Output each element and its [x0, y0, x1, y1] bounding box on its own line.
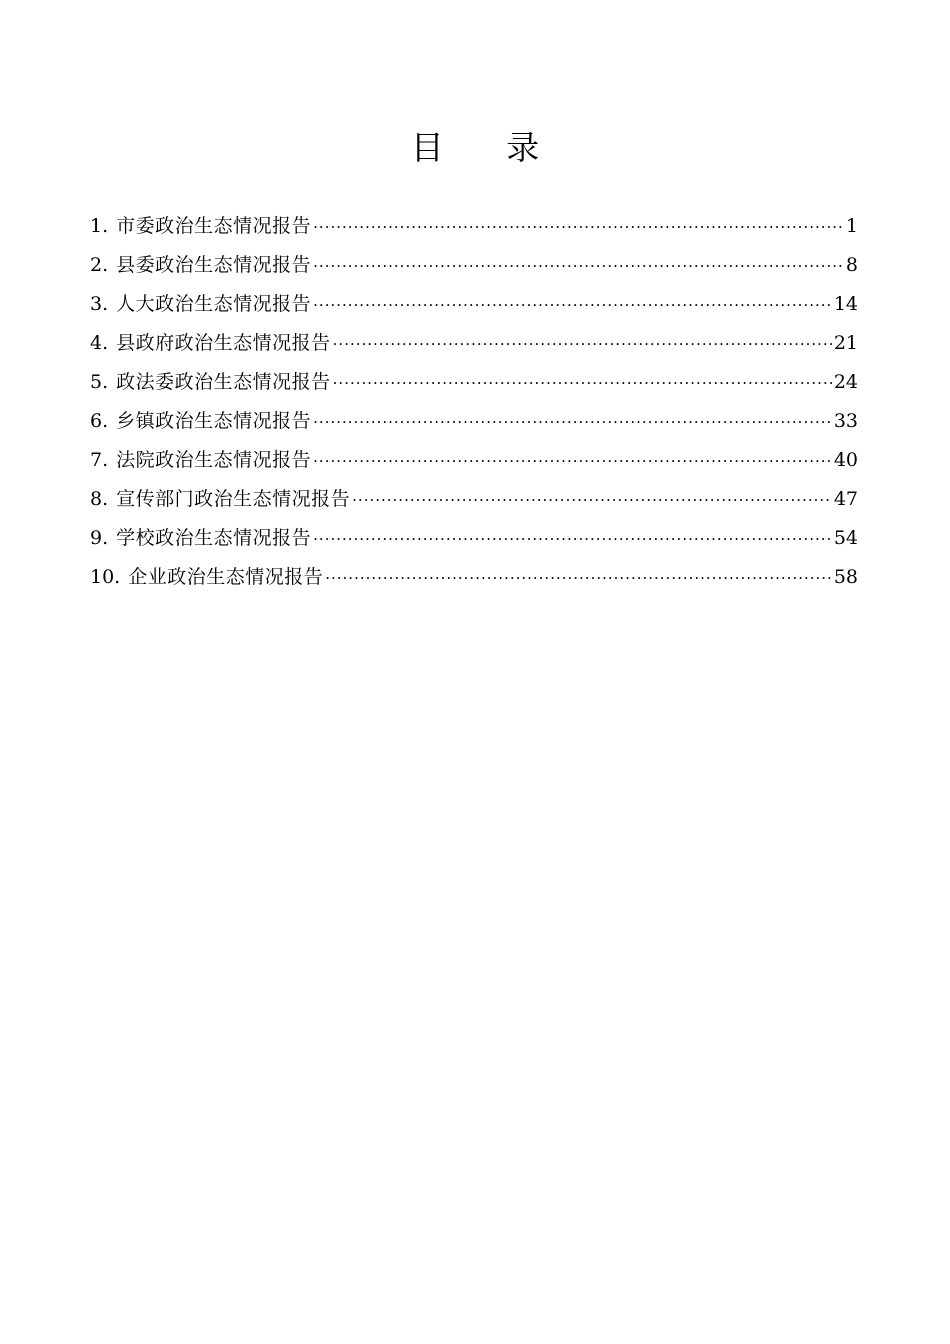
toc-entry-page: 14: [833, 293, 858, 315]
toc-entry-title: 人大政治生态情况报告: [116, 293, 312, 315]
toc-entry-title: 学校政治生态情况报告: [116, 527, 312, 549]
toc-entry-page: 33: [833, 410, 858, 432]
toc-entry-title: 法院政治生态情况报告: [116, 449, 312, 471]
toc-entry-number: 4.: [90, 332, 109, 354]
toc-entry-5[interactable]: [90, 363, 858, 402]
toc-entry-number: 7.: [90, 449, 109, 471]
dot-leader: [313, 442, 832, 481]
toc-entry-page: 58: [833, 566, 858, 588]
dot-leader: [313, 520, 832, 559]
toc-entry-7[interactable]: [90, 441, 858, 480]
toc-entry-number: 1.: [90, 215, 109, 237]
toc-entry-page: 8: [845, 254, 858, 276]
toc-entry-number: 9.: [90, 527, 109, 549]
toc-entry-4[interactable]: [90, 324, 858, 363]
toc-entry-10[interactable]: [90, 558, 858, 597]
toc-entry-number: 8.: [90, 488, 109, 510]
toc-entry-2[interactable]: [90, 246, 858, 285]
dot-leader: [352, 481, 832, 520]
toc-entry-number: 3.: [90, 293, 109, 315]
toc-entry-number: 10.: [90, 566, 121, 588]
toc-entry-title: 县政府政治生态情况报告: [116, 332, 331, 354]
toc-entry-title: 企业政治生态情况报告: [128, 566, 324, 588]
dot-leader: [333, 325, 832, 364]
toc-entry-title: 政法委政治生态情况报告: [116, 371, 331, 393]
toc-entry-number: 5.: [90, 371, 109, 393]
dot-leader: [333, 364, 832, 403]
dot-leader: [313, 247, 844, 286]
toc-entry-6[interactable]: [90, 402, 858, 441]
toc-entry-3[interactable]: [90, 285, 858, 324]
toc-entry-1[interactable]: [90, 207, 858, 246]
toc-entry-title: 县委政治生态情况报告: [116, 254, 312, 276]
toc-entry-page: 47: [833, 488, 858, 510]
toc-entry-page: 21: [833, 332, 858, 354]
dot-leader: [313, 208, 844, 247]
toc-entry-page: 24: [833, 371, 858, 393]
toc-entry-page: 1: [845, 215, 858, 237]
toc-entry-page: 54: [833, 527, 858, 549]
toc-entry-title: 市委政治生态情况报告: [116, 215, 312, 237]
toc-entry-number: 2.: [90, 254, 109, 276]
toc-entry-title: 宣传部门政治生态情况报告: [116, 488, 351, 510]
dot-leader: [313, 286, 832, 325]
dot-leader: [325, 559, 832, 598]
toc-entry-page: 40: [833, 449, 858, 471]
table-of-contents: [90, 207, 858, 597]
dot-leader: [313, 403, 832, 442]
page-title: 目 录: [410, 128, 566, 167]
toc-entry-9[interactable]: [90, 519, 858, 558]
toc-entry-number: 6.: [90, 410, 109, 432]
toc-entry-8[interactable]: [90, 480, 858, 519]
toc-entry-title: 乡镇政治生态情况报告: [116, 410, 312, 432]
